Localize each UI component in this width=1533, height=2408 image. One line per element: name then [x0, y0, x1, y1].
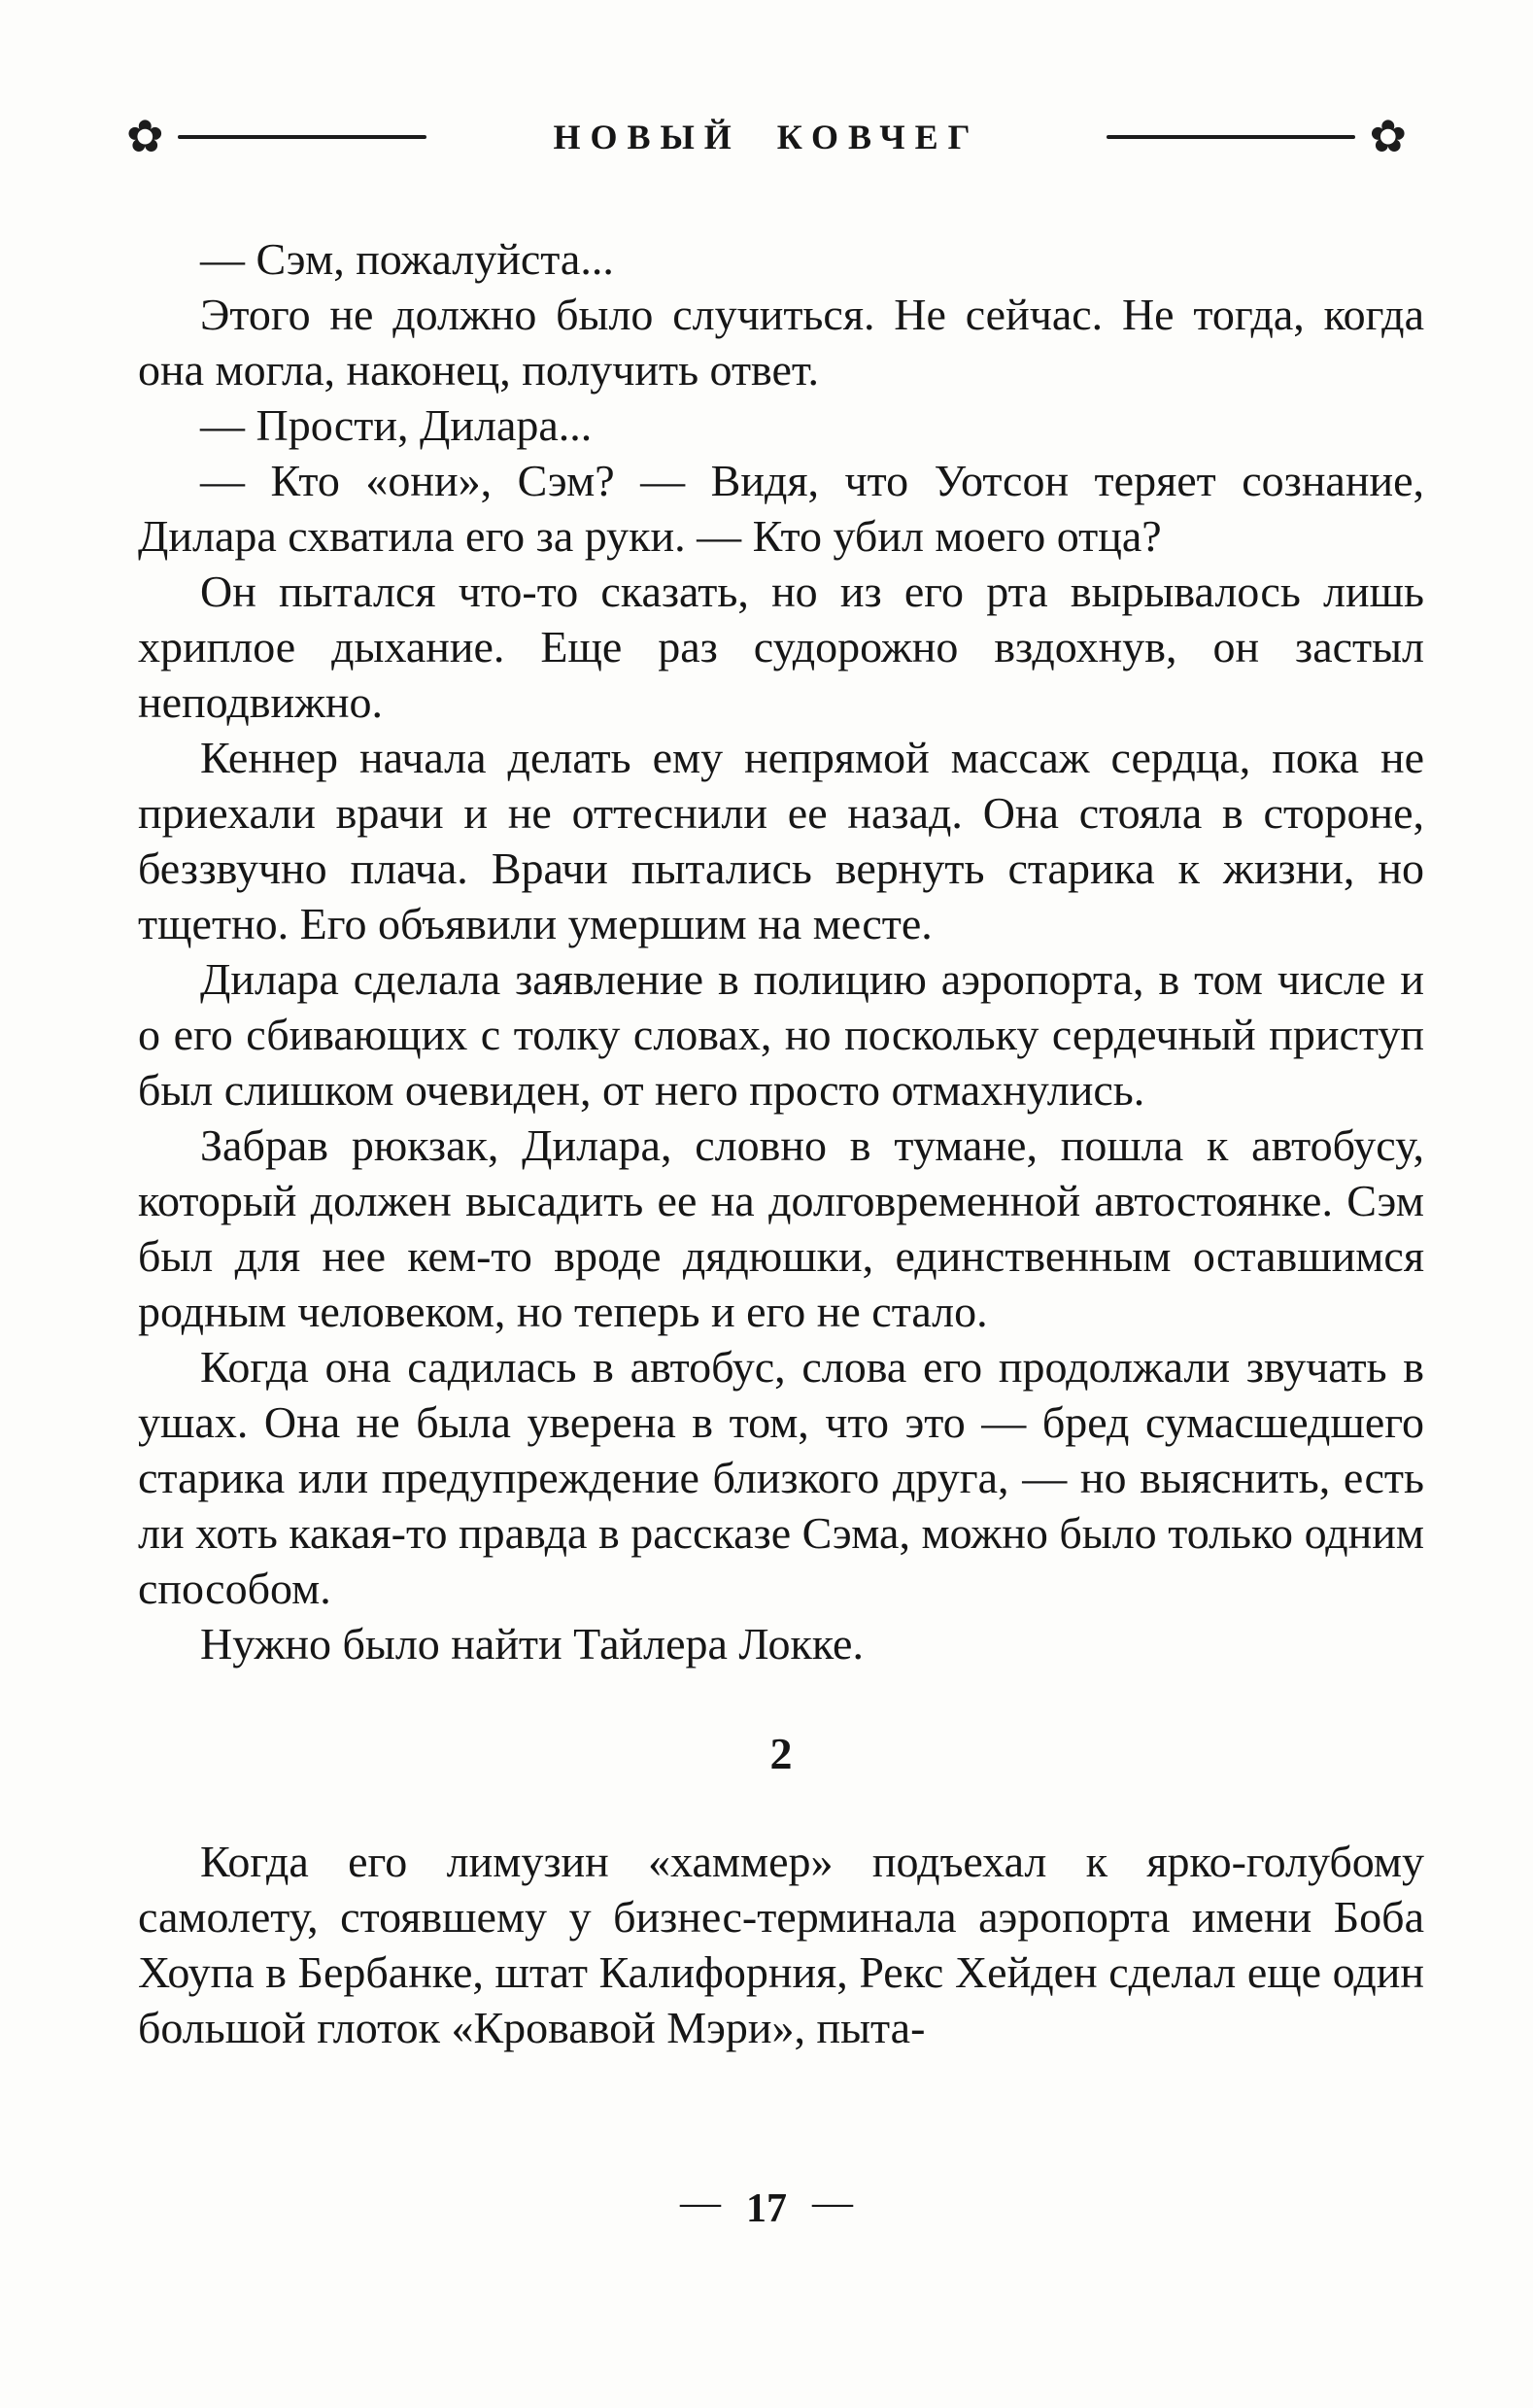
header-rule-left: [178, 135, 427, 139]
paragraph: Кеннер начала делать ему непрямой массаж сердца, пока не приехали врачи и не оттеснили ее назад. Она стояла в стороне, беззвучно плача. Врачи пытались вернуть старика к жизни, но тщетно. Его объявили умершим на месте.: [138, 733, 1424, 948]
running-head: [126, 112, 1408, 161]
paragraph: Когда его лимузин «хаммер» подъехал к ярко-голубому самолету, стоявшему у бизнес-терминала аэропорта имени Боба Хоупа в Бербанке, штат Калифорния, Рекс Хейден сделал еще один большой глоток «Кровавой Мэри», пыта-: [138, 1837, 1424, 2052]
paragraph: — Сэм, пожалуйста...: [200, 234, 614, 284]
paragraph: Этого не должно было случиться. Не сейчас. Не тогда, когда она могла, наконец, получить ответ.: [138, 290, 1424, 395]
folio-dash-right: —: [812, 2181, 853, 2225]
paragraph: — Прости, Дилара...: [200, 400, 593, 450]
book-title: НОВЫЙ КОВЧЕГ: [553, 118, 980, 156]
page-footer: [0, 2181, 1533, 2231]
header-rule-right: [1107, 135, 1356, 139]
paragraph: Он пытался что-то сказать, но из его рта вырывалось лишь хриплое дыхание. Еще раз судорожно вздохнув, он застыл неподвижно.: [138, 567, 1424, 727]
paragraph: Дилара сделала заявление в полицию аэропорта, в том числе и о его сбивающих с толку словах, но поскольку сердечный приступ был слишком очевиден, от него просто отмахнулись.: [138, 954, 1424, 1115]
folio-dash-left: —: [680, 2181, 721, 2225]
paragraph: — Кто «они», Сэм? — Видя, что Уотсон теряет сознание, Дилара схватила его за руки. — Кто убил моего отца?: [138, 456, 1424, 561]
paragraph: Нужно было найти Тайлера Локке.: [200, 1619, 864, 1668]
chapter-number: 2: [769, 1729, 793, 1778]
floral-ornament-right-icon: ✿: [1369, 112, 1408, 161]
paragraph: Забрав рюкзак, Дилара, словно в тумане, пошла к автобусу, который должен высадить ее на долговременной автостоянке. Сэм был для нее кем-то вроде дядюшки, единственным оставшимся родным человеком, но теперь и его не стало.: [138, 1120, 1424, 1336]
page-number: 17: [746, 2186, 787, 2231]
text-block: [138, 231, 1424, 2055]
floral-ornament-left-icon: ✿: [126, 112, 164, 161]
paragraph: Когда она садилась в автобус, слова его продолжали звучать в ушах. Она не была уверена в том, что это — бред сумасшедшего старика или предупреждение близкого друга, — но выяснить, есть ли хоть какая-то правда в рассказе Сэма, можно было только одним способом.: [138, 1342, 1424, 1613]
